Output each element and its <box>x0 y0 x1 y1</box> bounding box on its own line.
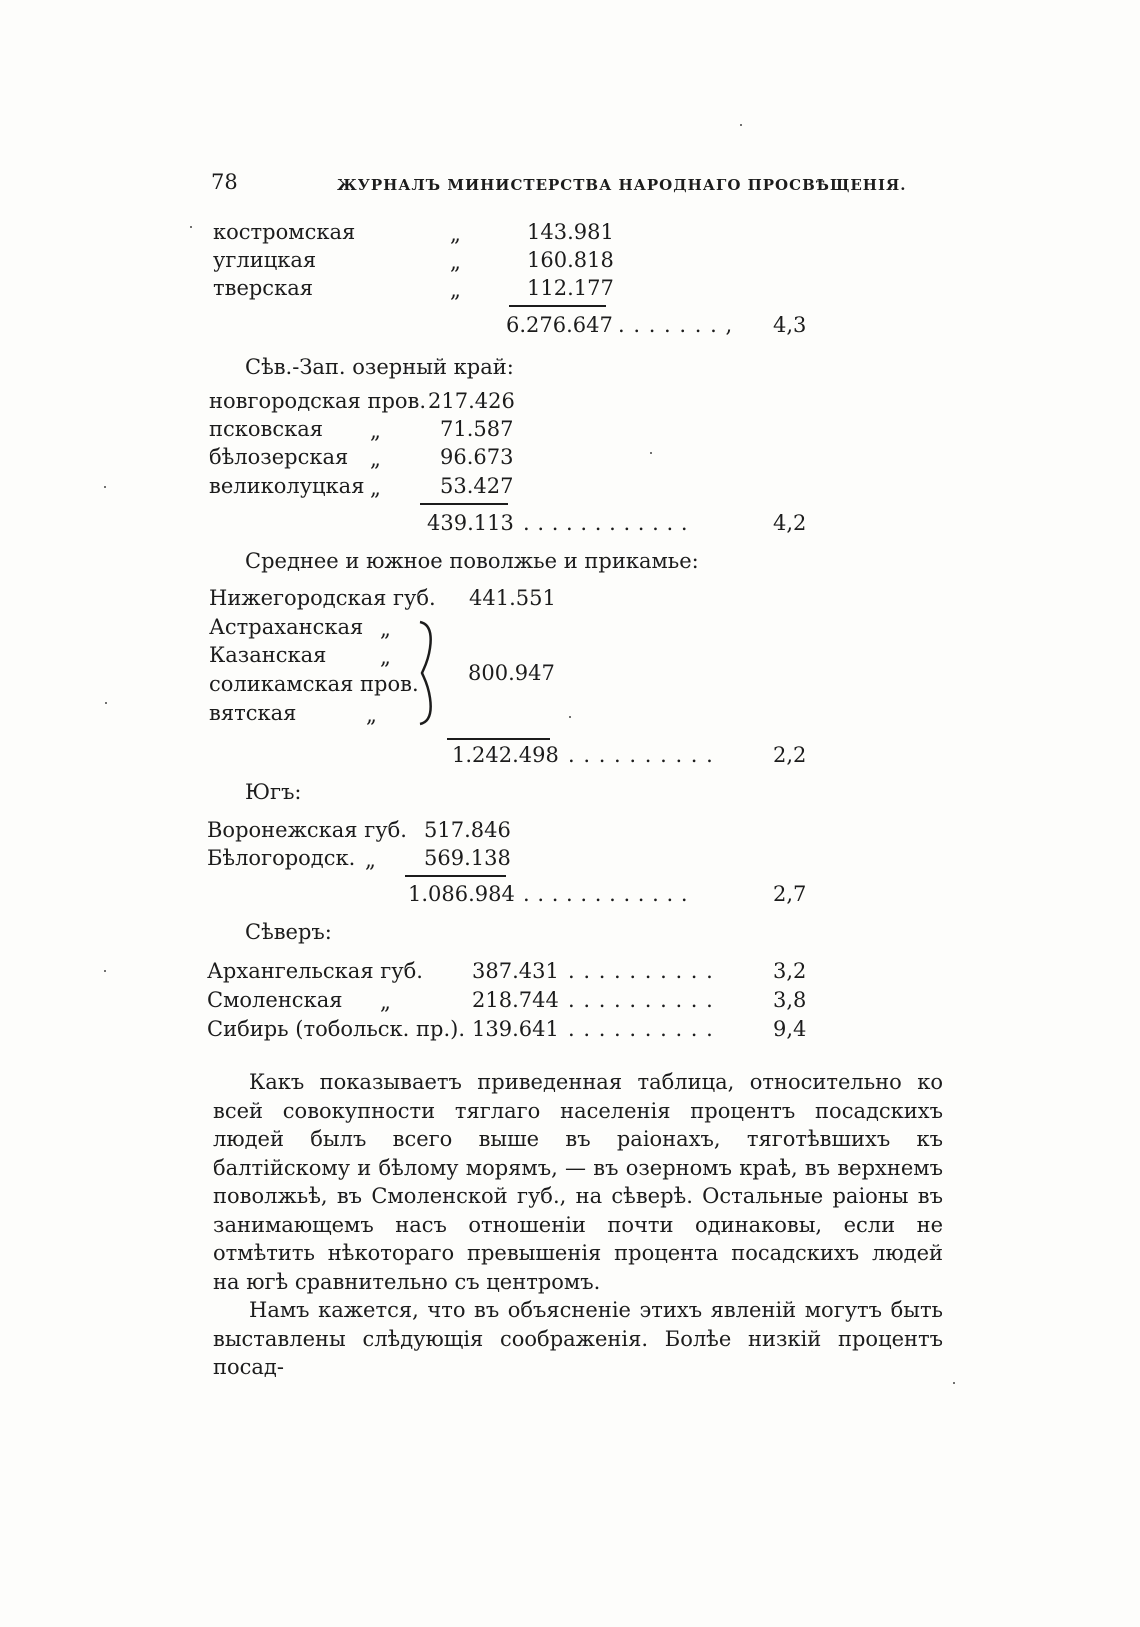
table-row-value: 441.551 <box>469 586 556 610</box>
ditto-mark: „ <box>450 278 461 302</box>
table-row-value: 217.426 <box>428 389 515 413</box>
ditto-mark: „ <box>380 990 391 1014</box>
scan-speck <box>190 226 192 228</box>
table-row-value: 112.177 <box>527 276 614 300</box>
table-row-value: 160.818 <box>527 248 614 272</box>
dot-leader: . . . . . . . . . . . . <box>523 882 689 906</box>
section-heading: Сѣверъ: <box>245 920 332 944</box>
table-row-value: 218.744 <box>472 988 559 1012</box>
section-total: 6.276.647 <box>506 313 613 337</box>
row-percent: 3,8 <box>773 988 807 1012</box>
section-total: 439.113 <box>427 511 514 535</box>
page-number: 78 <box>211 170 238 194</box>
table-row-name: Нижегородская губ. <box>209 586 436 610</box>
dot-leader: . . . . . . . , <box>618 313 734 337</box>
scan-speck <box>569 716 571 718</box>
dot-leader: . . . . . . . . . . <box>568 743 714 767</box>
row-percent: 3,2 <box>773 959 807 983</box>
sum-rule <box>509 305 606 307</box>
table-row-value: 71.587 <box>440 417 514 441</box>
scan-speck <box>105 702 107 704</box>
table-row-value: 387.431 <box>472 959 559 983</box>
section-heading: Среднее и южное поволжье и прикамье: <box>245 549 699 573</box>
ditto-mark: „ <box>450 222 461 246</box>
scan-speck <box>650 452 652 454</box>
ditto-mark: „ <box>450 250 461 274</box>
table-row-value: 517.846 <box>424 818 511 842</box>
sum-rule <box>420 503 508 505</box>
ditto-mark: „ <box>370 419 381 443</box>
dot-leader: . . . . . . . . . . <box>568 959 714 983</box>
dot-leader: . . . . . . . . . . . . <box>523 511 689 535</box>
running-title: ЖУРНАЛЪ МИНИСТЕРСТВА НАРОДНАГО ПРОСВѢЩЕНІЯ. <box>337 176 907 194</box>
section-heading: Югъ: <box>245 780 302 804</box>
section-percent: 2,7 <box>773 882 807 906</box>
table-row-name: великолуцкая <box>209 474 365 498</box>
table-row-value: 569.138 <box>424 846 511 870</box>
ditto-mark: „ <box>380 617 391 641</box>
table-row-value: 143.981 <box>527 220 614 244</box>
table-row-name: вятская <box>209 701 297 725</box>
dot-leader: . . . . . . . . . . <box>568 1017 714 1041</box>
table-row-value: 96.673 <box>440 445 514 469</box>
body-text <box>213 1068 943 1382</box>
ditto-mark: „ <box>370 476 381 500</box>
scan-speck <box>104 970 106 972</box>
scan-speck <box>953 1382 955 1384</box>
table-row-name: тверская <box>213 276 313 300</box>
table-row-name: Смоленская <box>207 988 343 1012</box>
sum-rule <box>405 875 506 877</box>
table-row-value: 53.427 <box>440 474 514 498</box>
table-row-name: Сибирь (тобольск. пр.). <box>207 1017 465 1041</box>
grouping-brace-icon <box>414 620 436 726</box>
section-total: 1.086.984 <box>408 882 515 906</box>
paragraph: Какъ показываетъ приведенная таблица, относительно ко всей совокупности тяглаго населенія процентъ посадскихъ людей былъ всего выше въ раіонахъ, тяготѣвшихъ къ балтійскому и бѣлому морямъ, — въ озерномъ краѣ, въ верхнемъ поволжьѣ, въ Смоленской губ., на сѣверѣ. Остальные раіоны въ занимающемъ насъ отношеніи почти одинаковы, если не отмѣтить нѣкотораго превышенія процента посадскихъ людей на югѣ сравнительно съ центромъ. <box>213 1070 943 1294</box>
section-percent: 4,3 <box>773 313 807 337</box>
sum-rule <box>447 738 550 740</box>
ditto-mark: „ <box>380 645 391 669</box>
table-row-value: 139.641 <box>472 1017 559 1041</box>
dot-leader: . . . . . . . . . . <box>568 988 714 1012</box>
scan-speck <box>104 486 106 488</box>
group-value: 800.947 <box>468 661 555 685</box>
table-row-name: бѣлозерская <box>209 445 349 469</box>
ditto-mark: „ <box>370 447 381 471</box>
table-row-name: соликамская пров. <box>209 672 419 696</box>
table-row-name: Архангельская губ. <box>207 959 423 983</box>
scan-speck <box>740 124 742 126</box>
ditto-mark: „ <box>365 848 376 872</box>
table-row-name: новгородская пров. <box>209 389 427 413</box>
paragraph: Намъ кажется, что въ объясненіе этихъ явленій могутъ быть выставлены слѣдующія соображенія. Болѣе низкій процентъ посад- <box>213 1298 943 1379</box>
section-percent: 4,2 <box>773 511 807 535</box>
table-row-name: углицкая <box>213 248 317 272</box>
section-heading: Сѣв.-Зап. озерный край: <box>245 355 514 379</box>
table-row-name: костромская <box>213 220 356 244</box>
table-row-name: Астраханская <box>209 615 364 639</box>
ditto-mark: „ <box>366 703 377 727</box>
table-row-name: Казанская <box>209 643 327 667</box>
table-row-name: Воронежская губ. <box>207 818 407 842</box>
section-total: 1.242.498 <box>452 743 559 767</box>
table-row-name: псковская <box>209 417 324 441</box>
section-percent: 2,2 <box>773 743 807 767</box>
row-percent: 9,4 <box>773 1017 807 1041</box>
table-row-name: Бѣлогородск. <box>207 846 356 870</box>
